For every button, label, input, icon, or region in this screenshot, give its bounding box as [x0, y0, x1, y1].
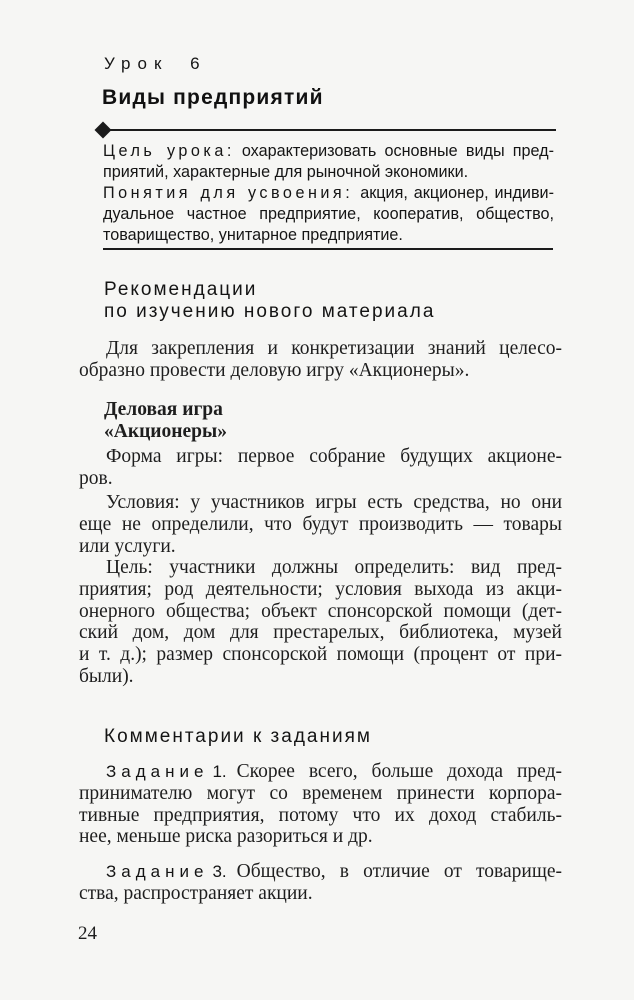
task-1-label: Задание — [106, 762, 209, 781]
task-3-text: Общество, в отличие от товарище- — [236, 861, 562, 882]
overview-concepts-line3: товарищество, унитарное предприятие. — [103, 225, 403, 244]
text-line — [79, 761, 562, 783]
text-line — [79, 861, 562, 883]
business-game-heading — [104, 399, 227, 443]
text-line: ства, распространяет акции. — [79, 882, 313, 904]
business-game-heading-line2: «Акционеры» — [104, 421, 227, 442]
overview-concepts-line1 — [103, 183, 554, 204]
goal-label: Цель урока: — [103, 142, 235, 160]
text-line: Форма игры: первое собрание будущих акционе- — [106, 446, 562, 467]
text-line: принимателю могут со временем принести корпора- — [79, 782, 562, 804]
recommendations-heading-line1: Рекомендации — [104, 279, 258, 300]
text-line: еще не определили, что будут производить — товары — [79, 513, 562, 535]
paragraph-task-1 — [79, 761, 562, 848]
lesson-label: Урок 6 — [104, 54, 207, 73]
text-line: Для закрепления и конкретизации знаний целесо- — [106, 338, 562, 359]
goal-text: охарактеризовать основные виды пред- — [241, 142, 555, 160]
overview-concepts-line2: дуальное частное предприятие, кооператив, общество, — [103, 204, 554, 223]
text-line: нее, меньше риска разориться и др. — [79, 826, 373, 848]
recommendations-heading-line2: по изучению нового материала — [104, 301, 436, 322]
text-line: тивные предприятия, потому что их доход стабиль- — [79, 804, 562, 826]
paragraph-game-form — [79, 446, 562, 490]
overview-goal-line1 — [103, 141, 554, 162]
overview-goal-line2: приятий, характерные для рыночной экономики. — [103, 162, 469, 181]
text-line: ров. — [79, 467, 113, 489]
paragraph-game-conditions — [79, 492, 562, 557]
text-line: Цель: участники должны определить: вид пред- — [106, 557, 562, 578]
text-line: или услуги. — [79, 535, 176, 557]
lesson-overview-box — [103, 141, 554, 246]
task-3-number: 3. — [212, 862, 227, 881]
task-1-text: Скорее всего, больше дохода пред- — [236, 761, 562, 782]
text-line: образно провести деловую игру «Акционеры». — [79, 359, 470, 381]
text-line: Условия: у участников игры есть средства, но они — [106, 492, 562, 513]
task-3-label: Задание — [106, 862, 209, 881]
comments-heading: Комментарии к заданиям — [104, 726, 372, 747]
concepts-text: акция, акционер, индиви- — [360, 183, 554, 202]
bottom-divider-rule — [103, 248, 553, 250]
text-line: приятия; род деятельности; условия выхода из акци- — [79, 578, 562, 600]
text-line: ский дом, дом для престарелых, библиотека, музей — [79, 622, 562, 644]
page-number: 24 — [78, 923, 97, 944]
diamond-marker-icon — [95, 122, 112, 139]
recommendations-heading — [104, 279, 435, 323]
paragraph-game-goal — [79, 557, 562, 688]
page-title: Виды предприятий — [102, 86, 324, 109]
task-1-number: 1. — [212, 762, 227, 781]
paragraph-recommendation — [79, 338, 562, 382]
top-divider-rule — [100, 129, 556, 131]
text-line: были). — [79, 665, 134, 687]
paragraph-task-3 — [79, 861, 562, 905]
concepts-label: Понятия для усвоения: — [103, 183, 354, 202]
business-game-heading-line1: Деловая игра — [104, 399, 223, 420]
text-line: онерного общества; объект спонсорской помощи (дет- — [79, 600, 562, 622]
text-line: и т. д.); размер спонсорской помощи (процент от при- — [79, 644, 562, 666]
